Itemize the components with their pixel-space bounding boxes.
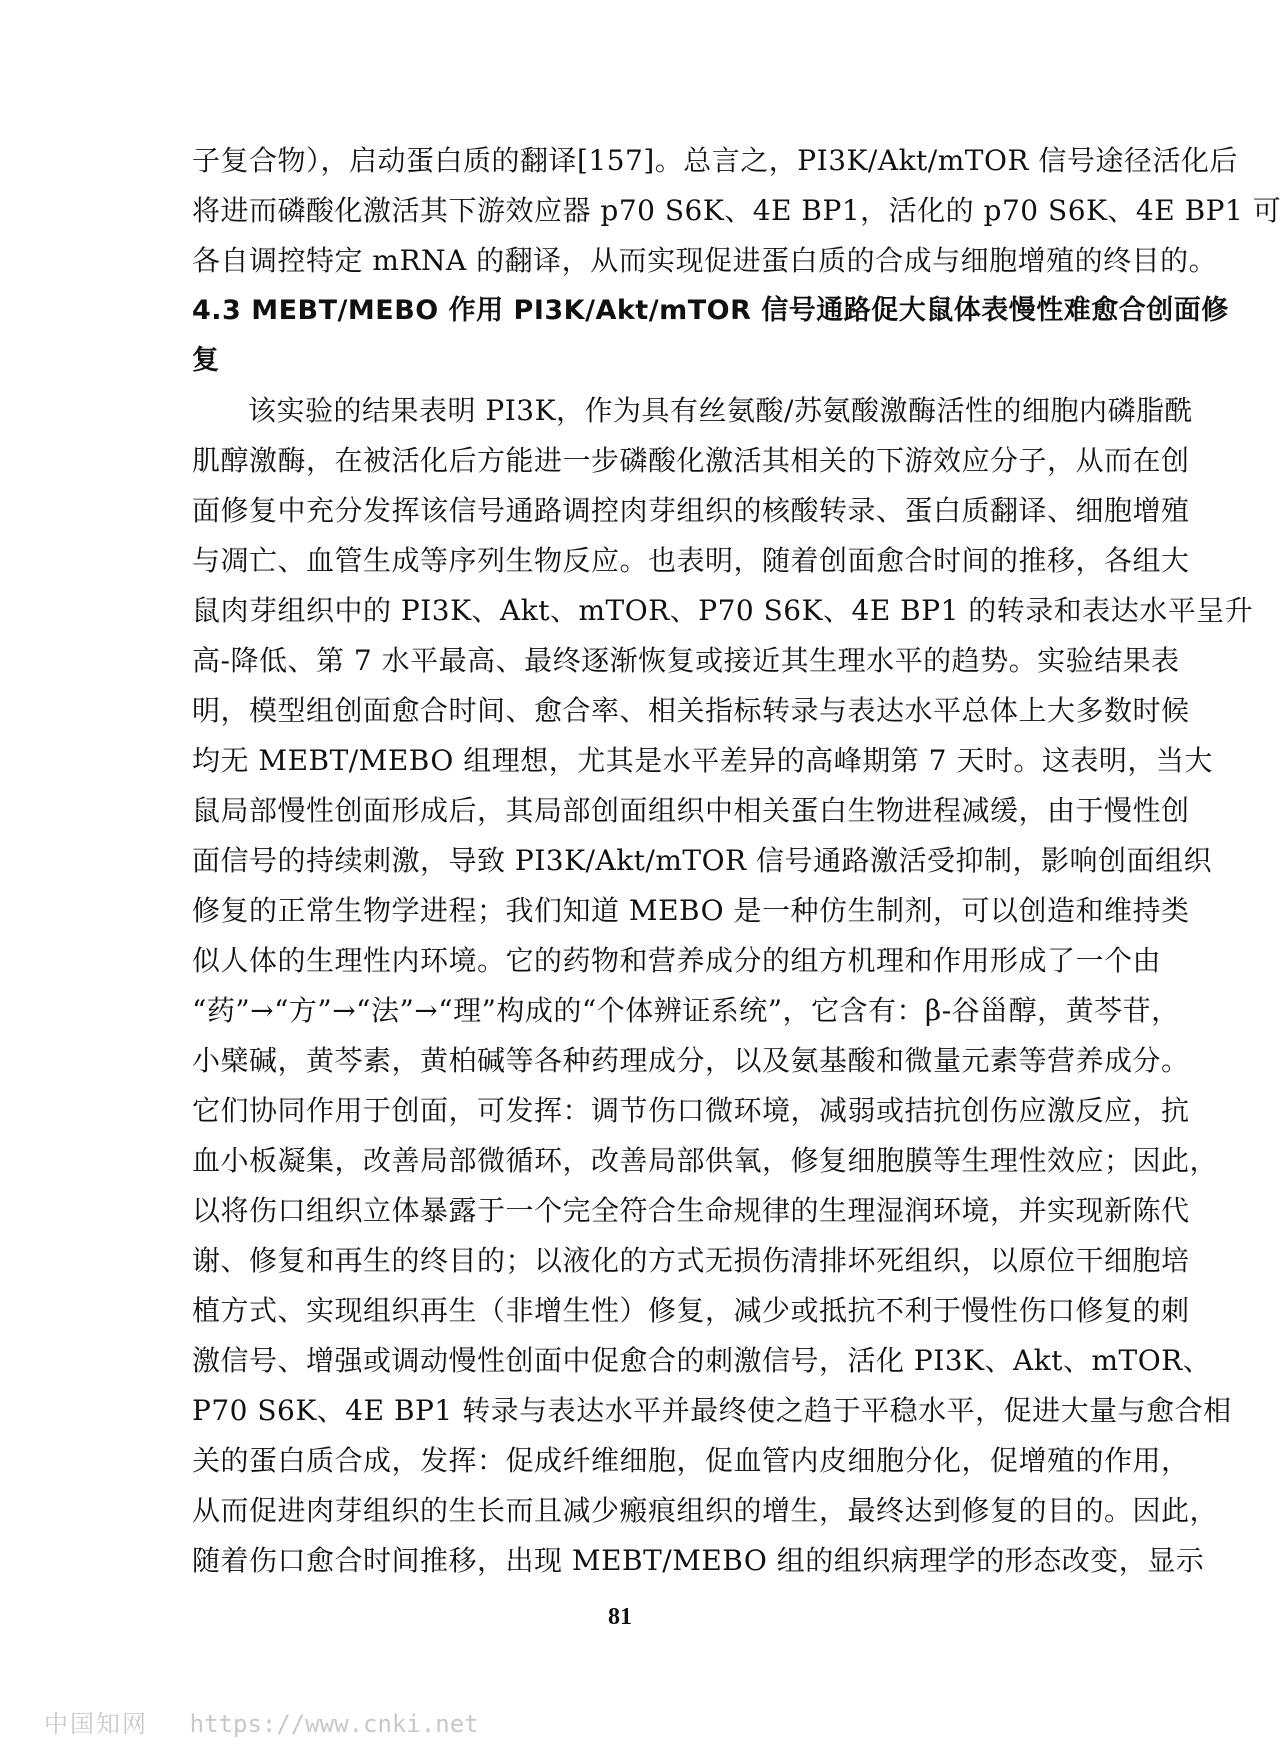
page-body (192, 136, 1281, 1586)
text-line: 面修复中充分发挥该信号通路调控肉芽组织的核酸转录、蛋白质翻译、细胞增殖 (192, 494, 1190, 527)
text-line: 面信号的持续刺激，导致 PI3K/Akt/mTOR 信号通路激活受抑制，影响创面组织 (192, 844, 1213, 877)
text-line: 从而促进肉芽组织的生长而且减少瘢痕组织的增生，最终达到修复的目的。因此， (192, 1494, 1219, 1527)
text-line: 与凋亡、血管生成等序列生物反应。也表明，随着创面愈合时间的推移，各组大 (192, 544, 1190, 577)
text-line: 小檗碱，黄芩素，黄柏碱等各种药理成分，以及氨基酸和微量元素等营养成分。 (192, 1044, 1190, 1077)
text-line: 将进而磷酸化激活其下游效应器 p70 S6K、4E BP1，活化的 p70 S6K、4E BP1 可 (192, 194, 1281, 227)
text-line: P70 S6K、4E BP1 转录与表达水平并最终使之趋于平稳水平，促进大量与愈合相 (192, 1394, 1232, 1427)
text-line: 修复的正常生物学进程；我们知道 MEBO 是一种仿生制剂，可以创造和维持类 (192, 894, 1190, 927)
text-line: 谢、修复和再生的终目的；以液化的方式无损伤清排坏死组织，以原位干细胞培 (192, 1244, 1190, 1277)
watermark-brand: 中国知网 (44, 1710, 148, 1738)
text-line: 肌醇激酶，在被活化后方能进一步磷酸化激活其相关的下游效应分子，从而在创 (192, 444, 1190, 477)
text-line: 植方式、实现组织再生（非增生性）修复，减少或抵抗不利于慢性伤口修复的刺 (192, 1294, 1190, 1327)
text-line: 均无 MEBT/MEBO 组理想，尤其是水平差异的高峰期第 7 天时。这表明，当大 (192, 744, 1213, 777)
section-heading-line: 复 (192, 345, 220, 376)
text-line: 它们协同作用于创面，可发挥：调节伤口微环境，减弱或拮抗创伤应激反应，抗 (192, 1094, 1190, 1127)
text-line: 鼠肉芽组织中的 PI3K、Akt、mTOR、P70 S6K、4E BP1 的转录和表达水平呈升 (192, 594, 1254, 627)
text-line: 血小板凝集，改善局部微循环，改善局部供氧，修复细胞膜等生理性效应；因此， (192, 1144, 1219, 1177)
text-line: 高-降低、第 7 水平最高、最终逐渐恢复或接近其生理水平的趋势。实验结果表 (192, 644, 1180, 677)
text-line: 关的蛋白质合成，发挥：促成纤维细胞，促血管内皮细胞分化，促增殖的作用， (192, 1444, 1190, 1477)
text-line: 子复合物），启动蛋白质的翻译[157]。总言之，PI3K/Akt/mTOR 信号途径活化后 (192, 144, 1238, 177)
text-line: 似人体的生理性内环境。它的药物和营养成分的组方机理和作用形成了一个由 (192, 944, 1162, 977)
text-line: 各自调控特定 mRNA 的翻译，从而实现促进蛋白质的合成与细胞增殖的终目的。 (192, 244, 1218, 277)
text-line: 明，模型组创面愈合时间、愈合率、相关指标转录与表达水平总体上大多数时候 (192, 694, 1190, 727)
text-line: 以将伤口组织立体暴露于一个完全符合生命规律的生理湿润环境，并实现新陈代 (192, 1194, 1190, 1227)
page-number: 81 (608, 1604, 632, 1630)
cnki-watermark (44, 1704, 479, 1739)
watermark-url: https://www.cnki.net (189, 1710, 479, 1738)
text-line: 激信号、增强或调动慢性创面中促愈合的刺激信号，活化 PI3K、Akt、mTOR、 (192, 1344, 1212, 1377)
text-line: 随着伤口愈合时间推移，出现 MEBT/MEBO 组的组织病理学的形态改变，显示 (192, 1544, 1205, 1577)
text-line: “药”→“方”→“法”→“理”构成的“个体辨证系统”，它含有：β-谷甾醇，黄芩苷， (192, 994, 1180, 1027)
text-line: 鼠局部慢性创面形成后，其局部创面组织中相关蛋白生物进程减缓，由于慢性创 (192, 794, 1190, 827)
section-heading-line: 4.3 MEBT/MEBO 作用 PI3K/Akt/mTOR 信号通路促大鼠体表慢性难愈合创面修 (192, 295, 1229, 326)
text-line: 该实验的结果表明 PI3K，作为具有丝氨酸/苏氨酸激酶活性的细胞内磷脂酰 (248, 394, 1193, 427)
